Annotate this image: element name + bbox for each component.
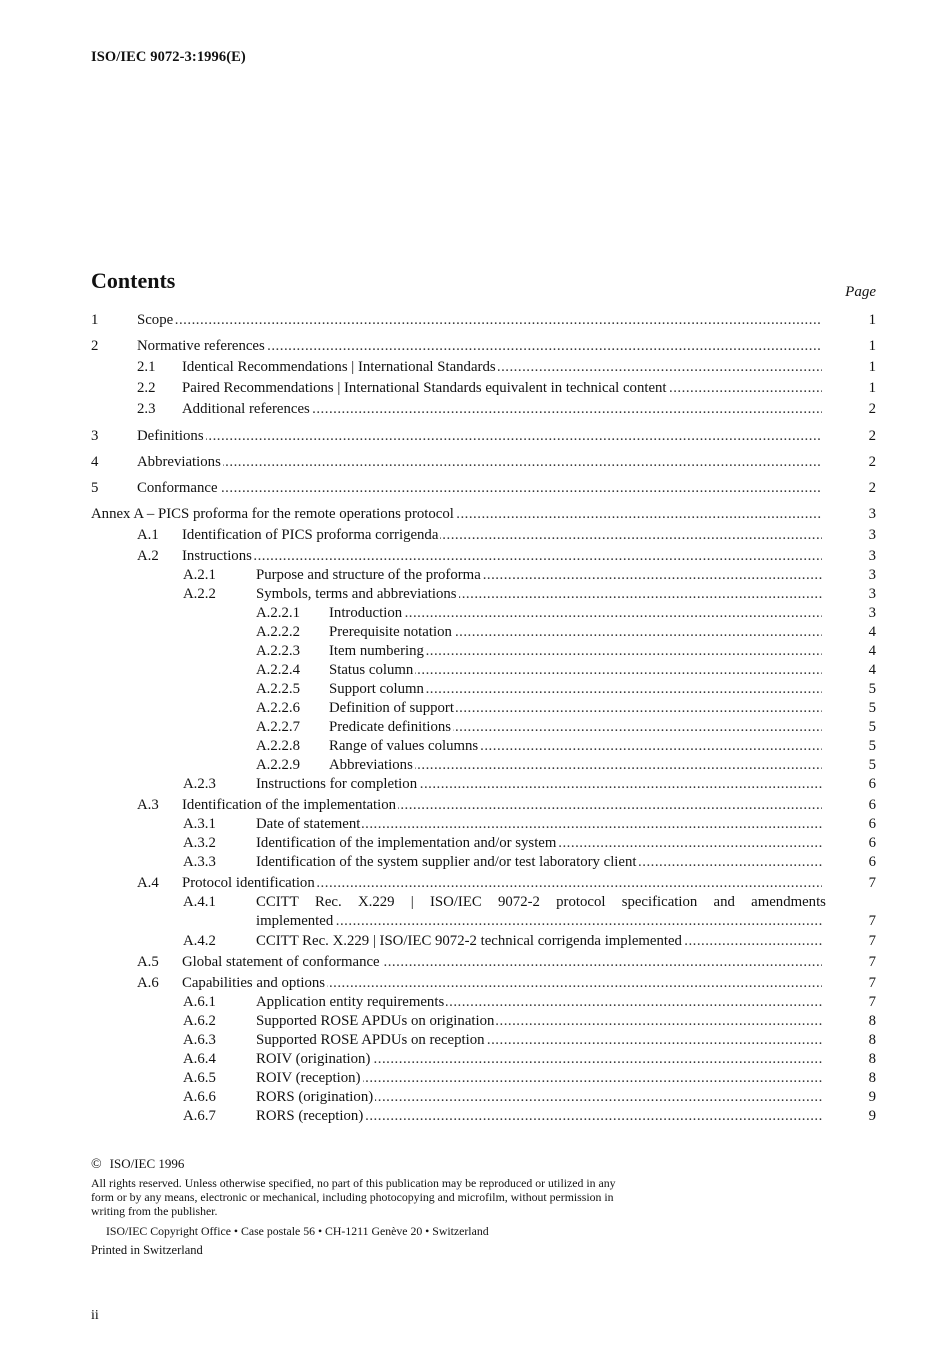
toc-entry-number: A.2.1 — [183, 567, 216, 583]
toc-entry-number: 2.2 — [137, 380, 156, 396]
toc-entry-page: 3 — [868, 548, 876, 564]
toc-entry-number: A.3.2 — [183, 835, 216, 851]
toc-entry-page: 7 — [868, 954, 876, 970]
toc-entry-title: Abbreviations . . . — [329, 756, 822, 775]
toc-entry-title: Conformance . . . — [137, 479, 822, 498]
toc-entry — [0, 358, 950, 377]
toc-entry-page: 1 — [868, 380, 876, 396]
toc-entry-page: 7 — [868, 913, 876, 929]
toc-entry — [0, 718, 950, 737]
toc-entry — [0, 796, 950, 815]
toc-entry — [0, 1050, 950, 1069]
toc-entry-number: A.2.2.1 — [256, 605, 300, 621]
toc-entry — [0, 1088, 950, 1107]
toc-entry-page: 3 — [868, 586, 876, 602]
toc-entry — [0, 337, 950, 356]
toc-entry-title: Item numbering . . . — [329, 642, 822, 661]
toc-entry-number: A.2.2.3 — [256, 643, 300, 659]
toc-entry-page: 4 — [868, 624, 876, 640]
toc-entry-title: RORS (reception) . . . — [256, 1107, 822, 1126]
toc-entry-title: Supported ROSE APDUs on origination . . . — [256, 1012, 822, 1031]
toc-entry-title: Identification of PICS proforma corrigenda . . . — [182, 526, 822, 545]
toc-entry-title: Abbreviations . . . — [137, 453, 822, 472]
toc-entry-number: A.6.4 — [183, 1051, 216, 1067]
toc-entry — [0, 547, 950, 566]
toc-entry-number: A.2.2.5 — [256, 681, 300, 697]
toc-entry-title: Annex A – PICS proforma for the remote operations protocol . . . — [91, 505, 822, 524]
toc-entry-page: 4 — [868, 643, 876, 659]
toc-entry-page: 4 — [868, 662, 876, 678]
toc-entry-title: Capabilities and options . . . — [182, 974, 822, 993]
toc-entry — [0, 1107, 950, 1126]
toc-entry-number: A.2.2.7 — [256, 719, 300, 735]
toc-entry-title: CCITT Rec. X.229 | ISO/IEC 9072-2 technical corrigenda implemented . . . — [256, 932, 822, 951]
toc-entry — [0, 699, 950, 718]
toc-entry-number: 1 — [91, 312, 99, 328]
toc-entry-number: A.6.1 — [183, 994, 216, 1010]
toc-entry-number: A.6 — [137, 975, 159, 991]
contents-heading: Contents — [91, 268, 176, 293]
toc-entry-title: Instructions for completion . . . — [256, 775, 822, 794]
toc-entry — [0, 737, 950, 756]
toc-entry — [0, 893, 950, 931]
toc-entry — [0, 479, 950, 498]
toc-entry-number: 5 — [91, 480, 99, 496]
toc-entry — [0, 1069, 950, 1088]
toc-entry-page: 6 — [868, 816, 876, 832]
toc-entry-number: 4 — [91, 454, 99, 470]
toc-entry-page: 3 — [868, 605, 876, 621]
toc-entry-page: 8 — [868, 1070, 876, 1086]
toc-entry-title — [256, 893, 826, 931]
toc-entry-page: 3 — [868, 506, 876, 522]
toc-entry — [0, 1031, 950, 1050]
toc-entry-title: Predicate definitions . . . — [329, 718, 822, 737]
toc-entry-page: 9 — [868, 1108, 876, 1124]
toc-entry-title: Status column . . . — [329, 661, 822, 680]
toc-entry-number: 2 — [91, 338, 99, 354]
toc-entry-number: A.4.1 — [183, 894, 216, 910]
toc-entry-title: Prerequisite notation . . . — [329, 623, 822, 642]
toc-entry — [0, 853, 950, 872]
toc-entry-title: Scope . . . — [137, 311, 822, 330]
toc-entry-page: 8 — [868, 1051, 876, 1067]
toc-entry-number: A.2.2.4 — [256, 662, 300, 678]
toc-entry-number: A.6.5 — [183, 1070, 216, 1086]
toc-entry-page: 8 — [868, 1013, 876, 1029]
toc-entry-number: A.6.3 — [183, 1032, 216, 1048]
toc-entry-page: 3 — [868, 527, 876, 543]
toc-entry-number: A.2.2.9 — [256, 757, 300, 773]
toc-entry — [0, 566, 950, 585]
toc-entry-page: 6 — [868, 835, 876, 851]
toc-entry-title: Introduction . . . — [329, 604, 822, 623]
toc-entry-number: A.2.2.6 — [256, 700, 300, 716]
toc-entry — [0, 623, 950, 642]
toc-entry — [0, 311, 950, 330]
toc-entry-title: RORS (origination) . . . — [256, 1088, 822, 1107]
toc-entry-title: Symbols, terms and abbreviations . . . — [256, 585, 822, 604]
toc-entry-title: Supported ROSE APDUs on reception . . . — [256, 1031, 822, 1050]
toc-entry-title: ROIV (reception) . . . — [256, 1069, 822, 1088]
toc-entry — [0, 815, 950, 834]
toc-entry-number: A.6.7 — [183, 1108, 216, 1124]
toc-entry — [0, 427, 950, 446]
toc-entry — [0, 526, 950, 545]
page-number: ii — [91, 1308, 99, 1323]
toc-entry-number: A.1 — [137, 527, 159, 543]
toc-entry — [0, 874, 950, 893]
toc-entry-page: 2 — [868, 401, 876, 417]
toc-entry-page: 5 — [868, 700, 876, 716]
toc-entry — [0, 604, 950, 623]
toc-entry-page: 9 — [868, 1089, 876, 1105]
toc-entry-number: A.4.2 — [183, 933, 216, 949]
toc-entry-title: Global statement of conformance . . . — [182, 953, 822, 972]
toc-entry-title: Application entity requirements . . . — [256, 993, 822, 1012]
copyright-text: ISO/IEC 1996 — [109, 1156, 185, 1171]
copyright-symbol: © — [91, 1157, 102, 1172]
toc-entry-page: 5 — [868, 719, 876, 735]
toc-entry-title: Normative references . . . — [137, 337, 822, 356]
toc-entry-title: ROIV (origination) . . . — [256, 1050, 822, 1069]
toc-entry-title: Support column . . . — [329, 680, 822, 699]
toc-entry-page: 5 — [868, 681, 876, 697]
toc-entry — [0, 661, 950, 680]
toc-entry-number: A.2.2 — [183, 586, 216, 602]
toc-entry-page: 6 — [868, 854, 876, 870]
toc-entry-title-line: CCITT Rec. X.229 | ISO/IEC 9072-2 protocol specification and amendments — [256, 894, 826, 910]
toc-entry-page: 8 — [868, 1032, 876, 1048]
toc-entry — [0, 932, 950, 951]
toc-entry-number: A.6.6 — [183, 1089, 216, 1105]
printed-in: Printed in Switzerland — [91, 1243, 203, 1257]
toc-entry — [0, 379, 950, 398]
toc-entry — [0, 585, 950, 604]
toc-entry-title: Definition of support . . . — [329, 699, 822, 718]
toc-entry-page: 6 — [868, 797, 876, 813]
toc-entry-title: Identical Recommendations | International Standards . . . — [182, 358, 822, 377]
toc-entry-number: 2.3 — [137, 401, 156, 417]
toc-entry-number: A.6.2 — [183, 1013, 216, 1029]
toc-entry-title: Instructions . . . — [182, 547, 822, 566]
toc-entry-page: 5 — [868, 738, 876, 754]
toc-entry — [0, 453, 950, 472]
toc-entry-number: 2.1 — [137, 359, 156, 375]
toc-entry-number: A.4 — [137, 875, 159, 891]
toc-entry-page: 7 — [868, 933, 876, 949]
toc-entry — [0, 680, 950, 699]
toc-entry-number: A.2.2.2 — [256, 624, 300, 640]
toc-entry-page: 3 — [868, 567, 876, 583]
toc-entry-page: 2 — [868, 480, 876, 496]
toc-entry — [0, 993, 950, 1012]
toc-entry-title: Identification of the system supplier and/or test laboratory client . . . — [256, 853, 822, 872]
toc-entry-number: A.3.3 — [183, 854, 216, 870]
toc-entry-title: Date of statement . . . — [256, 815, 822, 834]
toc-entry — [0, 1012, 950, 1031]
toc-entry-page: 1 — [868, 338, 876, 354]
toc-entry-page: 1 — [868, 312, 876, 328]
toc-entry-title-continuation: implemented . . . — [256, 912, 822, 931]
toc-entry-page: 2 — [868, 428, 876, 444]
toc-entry-page: 1 — [868, 359, 876, 375]
toc-entry-title: Identification of the implementation and/or system . . . — [256, 834, 822, 853]
toc-entry — [0, 775, 950, 794]
toc-entry-number: A.2 — [137, 548, 159, 564]
toc-entry-title: Paired Recommendations | International Standards equivalent in technical content . . . — [182, 379, 822, 398]
toc-entry-number: A.3 — [137, 797, 159, 813]
toc-entry-page: 2 — [868, 454, 876, 470]
toc-entry — [0, 834, 950, 853]
rights-statement: All rights reserved. Unless otherwise specified, no part of this publication may be reproduced or utilized in any form or by any means, electronic or mechanical, including photocopying and microfilm, without permission in writing from the publisher. — [91, 1176, 616, 1218]
toc-entry-title: Protocol identification . . . — [182, 874, 822, 893]
page-column-label: Page — [845, 284, 876, 300]
copyright-line — [91, 1156, 184, 1173]
toc-entry-page: 7 — [868, 994, 876, 1010]
toc-entry-title: Definitions . . . — [137, 427, 822, 446]
toc-entry — [0, 974, 950, 993]
toc-entry-number: 3 — [91, 428, 99, 444]
toc-entry-number: A.3.1 — [183, 816, 216, 832]
toc-entry-title: Range of values columns . . . — [329, 737, 822, 756]
toc-entry-page: 7 — [868, 975, 876, 991]
toc-entry-page: 7 — [868, 875, 876, 891]
toc-entry-page: 6 — [868, 776, 876, 792]
toc-entry — [0, 756, 950, 775]
toc-entry-title: Identification of the implementation . . . — [182, 796, 822, 815]
toc-entry — [0, 953, 950, 972]
copyright-office-address: ISO/IEC Copyright Office • Case postale 56 • CH-1211 Genève 20 • Switzerland — [106, 1224, 489, 1238]
document-identifier: ISO/IEC 9072-3:1996(E) — [91, 49, 246, 65]
toc-entry-number: A.5 — [137, 954, 159, 970]
toc-entry — [0, 642, 950, 661]
toc-entry — [0, 400, 950, 419]
toc-entry-title: Purpose and structure of the proforma . . . — [256, 566, 822, 585]
toc-entry-number: A.2.2.8 — [256, 738, 300, 754]
toc-entry-title: Additional references . . . — [182, 400, 822, 419]
toc-entry-page: 5 — [868, 757, 876, 773]
toc-entry — [0, 505, 950, 524]
toc-entry-number: A.2.3 — [183, 776, 216, 792]
